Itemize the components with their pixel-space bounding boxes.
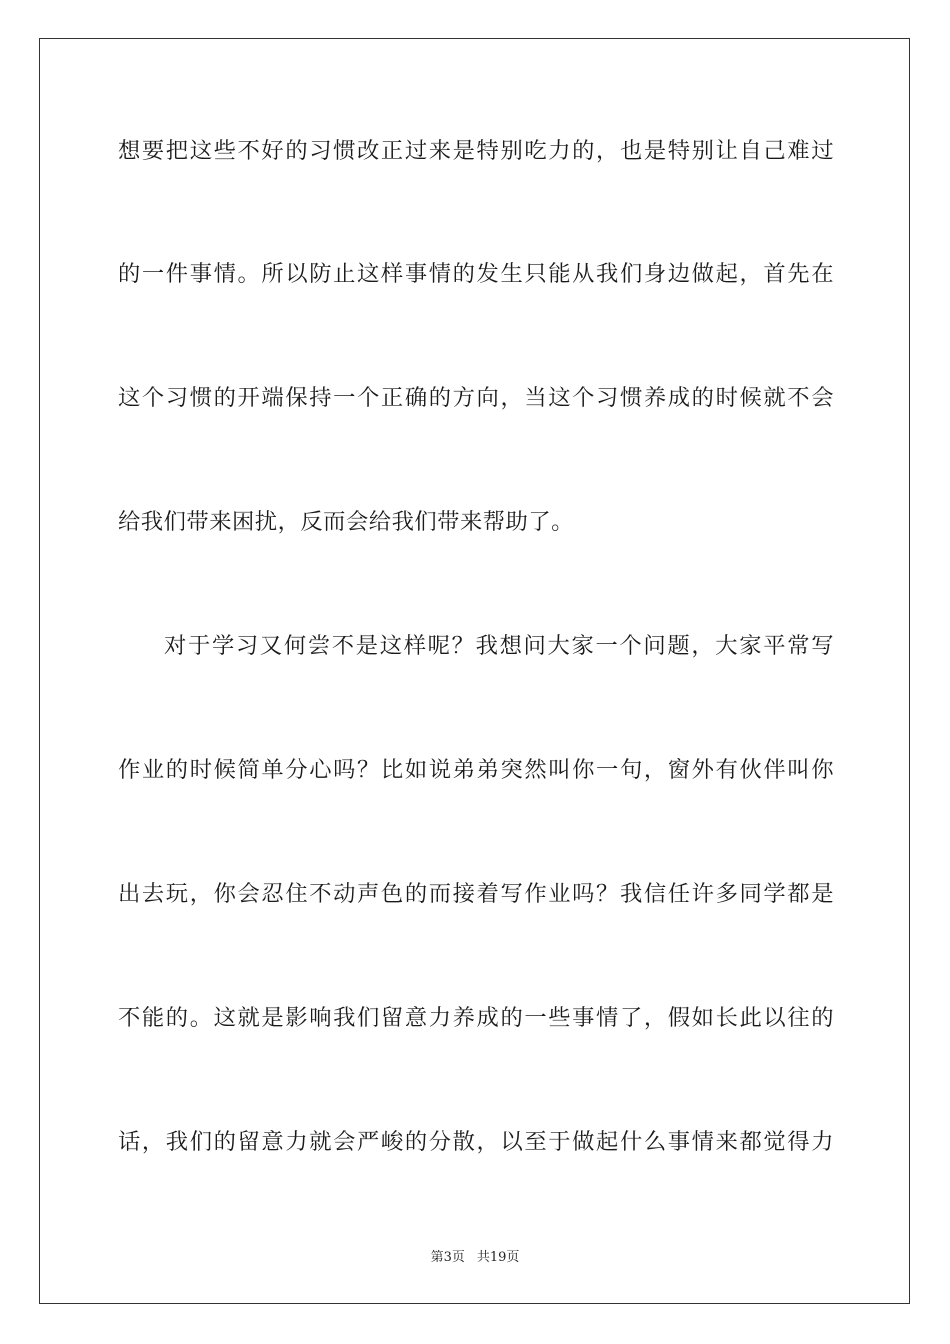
page-number: 第3页 <box>430 1250 465 1265</box>
text-line: 出去玩，你会忍住不动声色的而接着写作业吗？我信任许多同学都是 <box>118 881 834 907</box>
text-line: 想要把这些不好的习惯改正过来是特别吃力的，也是特别让自己难过 <box>118 138 834 164</box>
paragraph-first-line: 对于学习又何尝不是这样呢？我想问大家一个问题，大家平常写 <box>164 633 834 659</box>
text-line: 给我们带来困扰，反而会给我们带来帮助了。 <box>118 509 574 535</box>
text-line: 不能的。这就是影响我们留意力养成的一些事情了，假如长此以往的 <box>118 1005 834 1031</box>
page-footer <box>0 1250 950 1266</box>
text-line: 作业的时候简单分心吗？比如说弟弟突然叫你一句，窗外有伙伴叫你 <box>118 757 834 783</box>
text-line: 这个习惯的开端保持一个正确的方向，当这个习惯养成的时候就不会 <box>118 385 834 411</box>
page-border <box>39 38 910 1304</box>
text-line: 的一件事情。所以防止这样事情的发生只能从我们身边做起，首先在 <box>118 261 834 287</box>
total-pages: 共19页 <box>476 1250 520 1265</box>
text-line: 话，我们的留意力就会严峻的分散，以至于做起什么事情来都觉得力 <box>118 1129 834 1155</box>
